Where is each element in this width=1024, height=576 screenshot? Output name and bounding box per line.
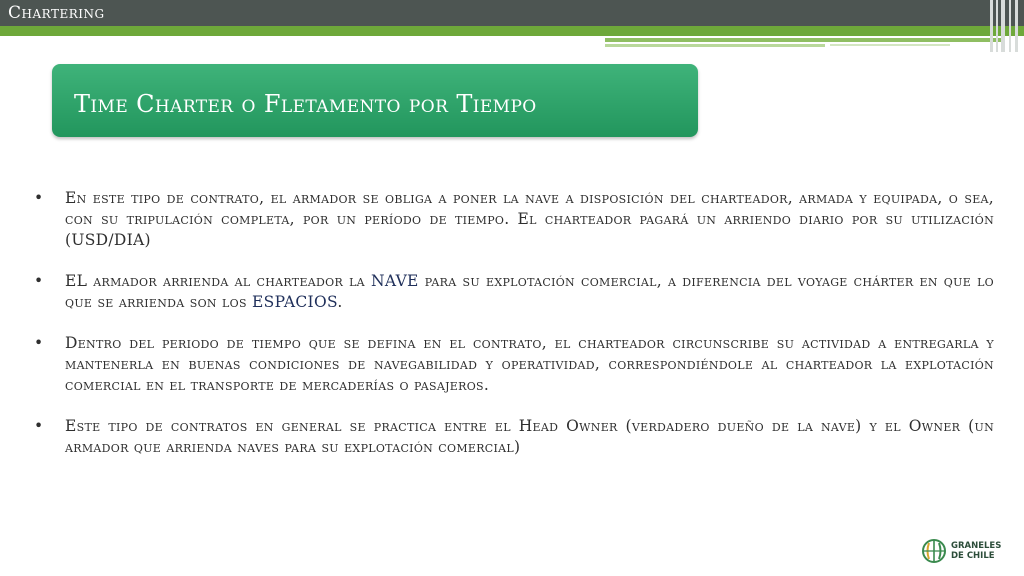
decorative-line — [605, 44, 825, 47]
bullet-marker: • — [34, 334, 44, 352]
bullet-text: EL armador arrienda al charteador la — [65, 272, 371, 290]
header-accent-line — [0, 26, 1024, 36]
bullet-text: para su explotación comercial, a diferencia del voyage chárter en que lo que se arrienda son los — [65, 272, 994, 311]
graneles-de-chile-logo — [922, 537, 1002, 565]
decorative-line — [830, 44, 950, 46]
slide-title-banner — [52, 64, 698, 137]
logo-line-2: DE CHILE — [951, 551, 995, 561]
top-bar — [0, 0, 1024, 26]
bullet-marker: • — [34, 272, 44, 290]
bullet-marker: • — [34, 417, 44, 435]
logo-text — [951, 541, 1001, 561]
decorative-stripes — [988, 0, 1024, 52]
bullet-item — [34, 333, 994, 396]
logo-line-1: GRANELES — [951, 541, 1002, 551]
bullet-item — [34, 188, 994, 251]
bullet-item — [34, 416, 994, 458]
bullet-item — [34, 271, 994, 313]
emphasis-nave: NAVE — [370, 272, 419, 290]
bullet-text: En este tipo de contrato, el armador se obliga a poner la nave a disposición del charteador, armada y equipada, o sea, con su tripulación completa, por un período de tiempo. El charteador pagará un arriendo diario por su utilización (USD/DIA) — [65, 189, 994, 249]
section-title: Chartering — [8, 3, 105, 23]
bullet-marker: • — [34, 189, 44, 207]
bullet-text: Dentro del periodo de tiempo que se defina en el contrato, el charteador circunscribe su actividad a entregarla y mantenerla en buenas condiciones de navegabilidad y operatividad, correspondiéndole al charteador la explotación comercial en el transporte de mercaderías o pasajeros. — [65, 334, 994, 394]
wheat-globe-icon — [922, 537, 948, 565]
bullet-list — [34, 188, 994, 478]
bullet-text: . — [337, 293, 343, 311]
emphasis-espacios: ESPACIOS — [252, 293, 338, 311]
decorative-line — [605, 38, 1005, 42]
bullet-text: Este tipo de contratos en general se practica entre el Head Owner (verdadero dueño de la nave) y el Owner (un armador que arrienda naves para su explotación comercial) — [65, 417, 994, 456]
slide-title: Time Charter o Fletamento por Tiempo — [74, 90, 537, 118]
